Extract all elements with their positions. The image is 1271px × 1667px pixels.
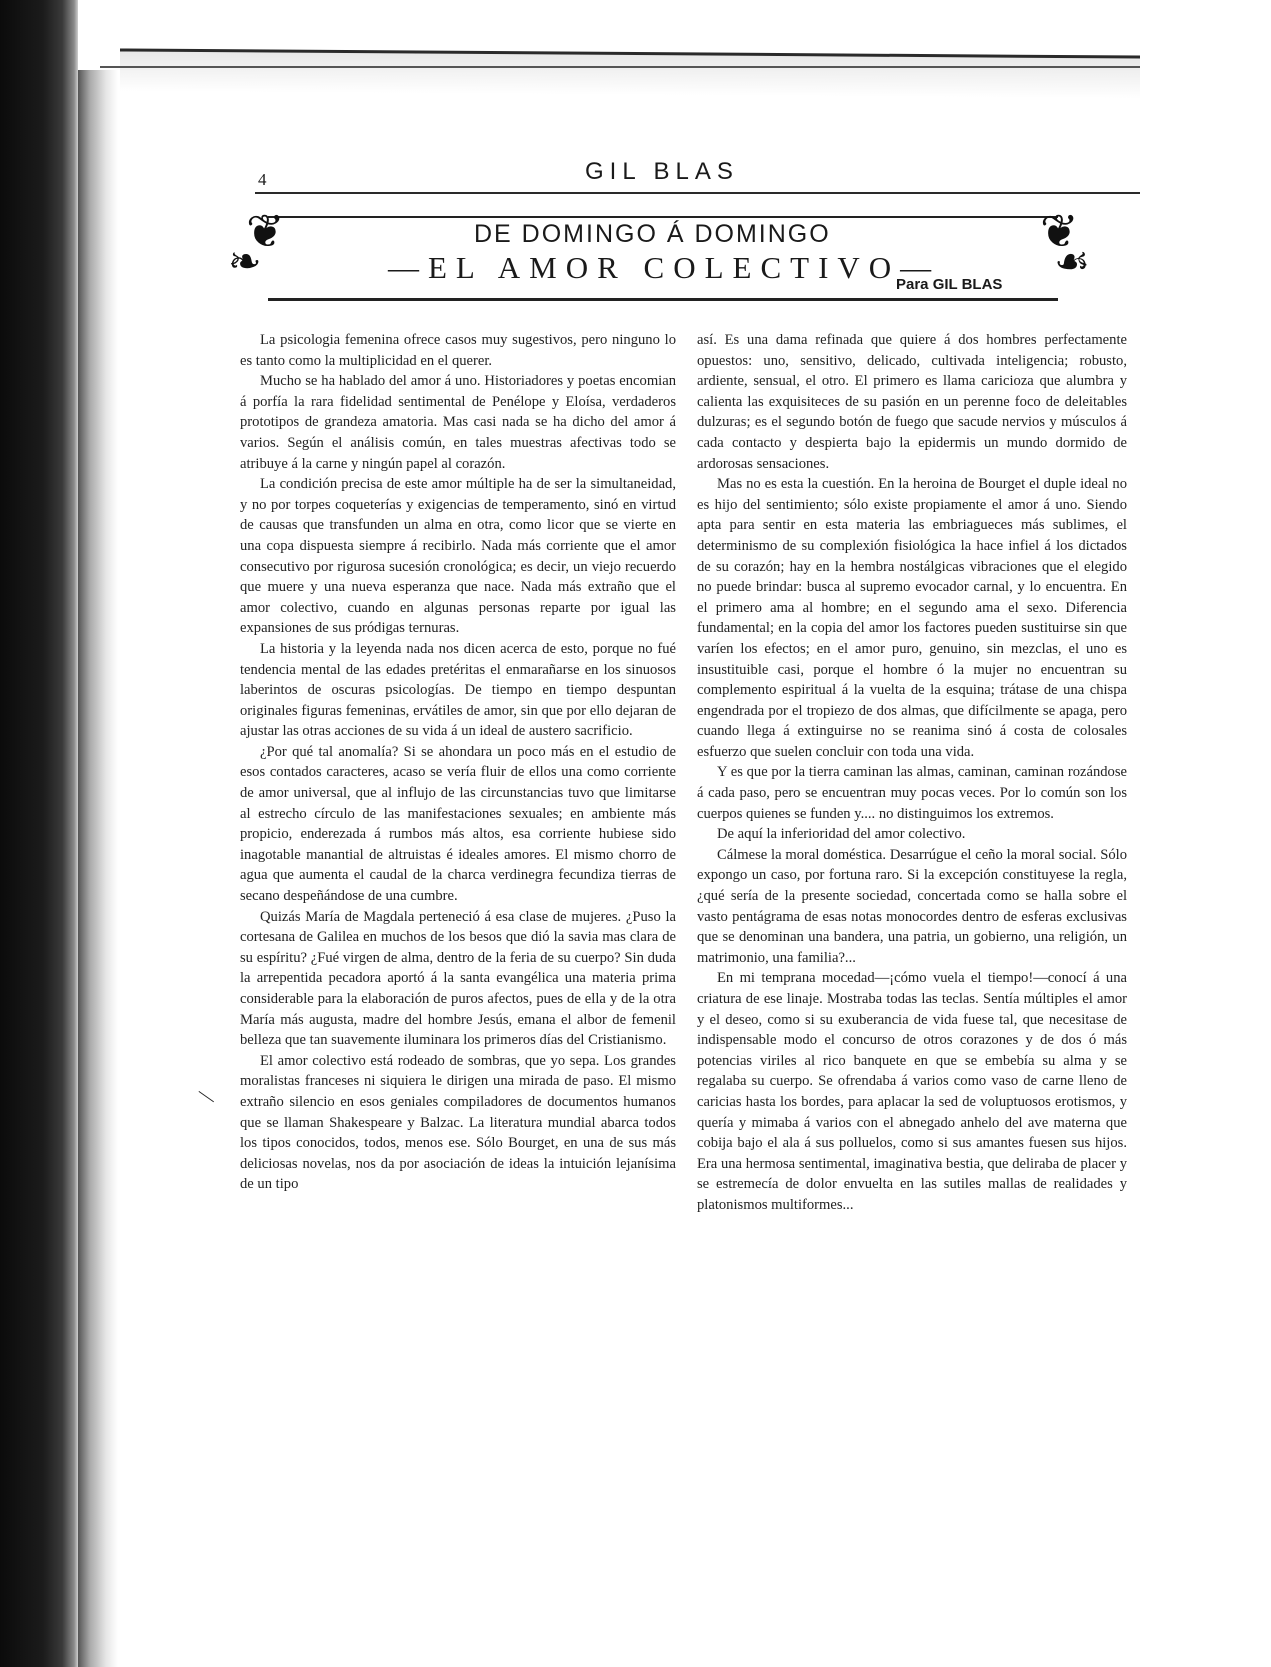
page-number: 4	[258, 170, 267, 189]
paragraph: El amor colectivo está rodeado de sombras, que yo sepa. Los grandes moralistas franceses ni siquiera le dirigen una mirada de paso. El mismo extraño silencio en esos geniales compiladores de documentos humanos que se llaman Shakespeare y Balzac. La literatura mundial abarca todos los tipos conocidos, todos, menos ese. Sólo Bourget, en una de sus más deliciosas novelas, nos da por asociación de ideas la intuición lejanísima de un tipo	[240, 1052, 676, 1193]
running-head	[255, 158, 1140, 194]
journal-title: GIL BLAS	[585, 158, 739, 185]
article-dedication: Para GIL BLAS	[896, 276, 1003, 293]
paragraph: Cálmese la moral doméstica. Desarrúgue el ceño la moral social. Sólo expongo un caso, por fortuna raro. Si la excepción constituyese la regla, ¿qué sería de la presente sociedad, concertada como se halla sobre el vasto pentágrama de esas notas monocordes dentro de esferas exclusivas que se denominan una bandera, una patria, un gobierno, una religión, un matrimonio, una familia?...	[697, 846, 1127, 966]
article-series: DE DOMINGO Á DOMINGO	[474, 220, 831, 248]
flourish-right-icon: ☙	[1054, 239, 1090, 285]
text-column-right	[697, 330, 1127, 1216]
book-binding-shadow	[0, 0, 78, 1667]
flourish-left-icon: ❧	[228, 239, 262, 285]
article-banner	[228, 206, 1098, 304]
paragraph: así. Es una dama refinada que quiere á dos hombres perfectamente opuestos: uno, sensitivo, delicado, cultivada inteligencia; robusto, ardiente, sensual, el otro. El primero es llama caricioza que alumbra y calienta las exquisiteces de su pasión en un perenne foco de deleitables dulzuras; es el segundo botón de fuego que sacude nervios y músculos á cada contacto y despierta bajo la epidermis un mundo dormido de ardorosas sensaciones.	[697, 332, 1127, 472]
page-edge-left	[78, 70, 118, 1667]
ornament-left-icon: ❦	[246, 204, 285, 258]
paragraph: Quizás María de Magdala perteneció á esa clase de mujeres. ¿Puso la cortesana de Galilea en muchos de los besos que dió la savia mas clara de su espíritu? ¿Fué virgen de alma, dentro de la feria de su cuerpo? Sin duda la arrepentida pecadora aportó á la santa evangélica una materia prima considerable para la elaboración de puros afectos, pues de ella y de la otra María más augusta, madre del hombre Jesús, emana el albor de femenil belleza que tan suavemente iluminara los primeros días del Cristianismo.	[240, 908, 676, 1049]
text-column-left	[240, 330, 676, 1195]
paragraph: Mucho se ha hablado del amor á uno. Historiadores y poetas encomian á porfía la rara fidelidad sentimental de Penélope y Eloísa, verdaderos prototipos de grandeza amatoria. Mas casi nada se ha dicho del amor á varios. Según el análisis común, en tales muestras afectivas todo se atribuye á la carne y ningún papel al corazón.	[240, 373, 676, 472]
paragraph: De aquí la inferioridad del amor colectivo.	[717, 826, 966, 843]
article-title: —EL AMOR COLECTIVO—	[388, 250, 941, 285]
page-edge-line	[100, 66, 1140, 68]
ornament-right-icon: ❦	[1040, 204, 1079, 258]
paragraph: Mas no es esta la cuestión. En la heroina de Bourget el duple ideal no es hijo del sentimiento; sólo existe propiamente el amor á uno. Siendo apta para sentir en esta materia las embriagueces más sublimes, el determinismo de su complexión fisiológica la hace infiel á los dictados de su corazón; hay en la hembra nostálgicas vibraciones que el elegido no puede brindar: busca al supremo evocador carnal, y lo encuentra. En el primero ama al hombre; en el segundo ama el sexo. Diferencia fundamental; en la copia del amor los factores pueden sustituirse sin que varíen los efectos; en el amor puro, genuino, sin mezclas, el uno es insustituible casi, porque el hombre ó la mujer no encuentran su complemento espiritual á la vuelta de la esquina; trátase de una chispa engendrada por el tropiezo de dos almas, que difícilmente se apaga, pero cuando llega á extinguirse no se reanima sinó á costa de colosales esfuerzo que suelen concluir con toda una vida.	[697, 476, 1127, 760]
paragraph: Y es que por la tierra caminan las almas, caminan, caminan rozándose á cada paso, pero se encuentran muy pocas veces. Por lo común son los cuerpos quienes se funden y.... no distinguimos los extremos.	[697, 764, 1127, 822]
paragraph: La historia y la leyenda nada nos dicen acerca de esto, porque no fué tendencia mental de las edades pretéritas el enmarañarse en los sinuosos laberintos de oscuras psicologías. De tiempo en tiempo despuntan originales figuras femeninas, ervátiles de amor, sin que por ello dejaran de ajustar las otras acciones de su vida á un ideal de austero sacrificio.	[240, 640, 676, 740]
paragraph: La condición precisa de este amor múltiple ha de ser la simultaneidad, y no por torpes coqueterías y exigencias de temperamento, sinó en virtud de causas que transfunden un alma en otra, como licor que se vierte en una copa dispuesta siempre á recibirlo. Nada más corriente que el amor consecutivo por rigurosa sucesión cronológica; es decir, un viejo recuerdo que muere y una nueva esperanza que nace. Nada más extraño que el amor colectivo, cuando en algunas personas reparte por igual las expansiones de sus pródigas ternuras.	[240, 476, 676, 637]
page-edge-top	[120, 48, 1140, 98]
paragraph: En mi temprana mocedad—¡cómo vuela el tiempo!—conocí á una criatura de ese linaje. Mostraba todas las teclas. Sentía múltiples el amor y el deseo, como si su exuberancia de vida fuese tal, que necesitase de indispensable modo el concurso de otros corazones y de dos ó más potencias viriles al rico banquete en que se embebía su alma y se regalaba su cuerpo. Se ofrendaba á varios como vaso de carne lleno de caricias hasta los bordes, para aplacar la sed de voluptuosos erotismos, y quería y mimaba á varios con el abnegado anhelo del ave materna que cobija bajo el ala á sus polluelos, como si sus amantes fuesen sus hijos. Era una hermosa sentimental, imaginativa bestia, que deliraba de placer y se estremecía de dolor envuelta en las sutiles mallas de realidades y platonismos multiformes...	[697, 970, 1127, 1213]
paragraph: La psicologia femenina ofrece casos muy sugestivos, pero ninguno lo es tanto como la multiplicidad en el querer.	[240, 332, 676, 369]
paragraph: ¿Por qué tal anomalía? Si se ahondara un poco más en el estudio de esos contados caracteres, acaso se vería fluir de ellos una como corriente de amor universal, que al influjo de las circunstancias tuvo que limitarse al estrecho círculo de las manifestaciones sexuales; en ambiente más propicio, enderezada á rumbos más altos, esa corriente hubiese sido inagotable manantial de altruistas é ideales amores. El mismo chorro de agua que aumenta el caudal de la charca verdinegra fecundiza tierras de secano despeñándose de una cumbre.	[240, 743, 676, 905]
margin-mark: —	[194, 1081, 221, 1109]
